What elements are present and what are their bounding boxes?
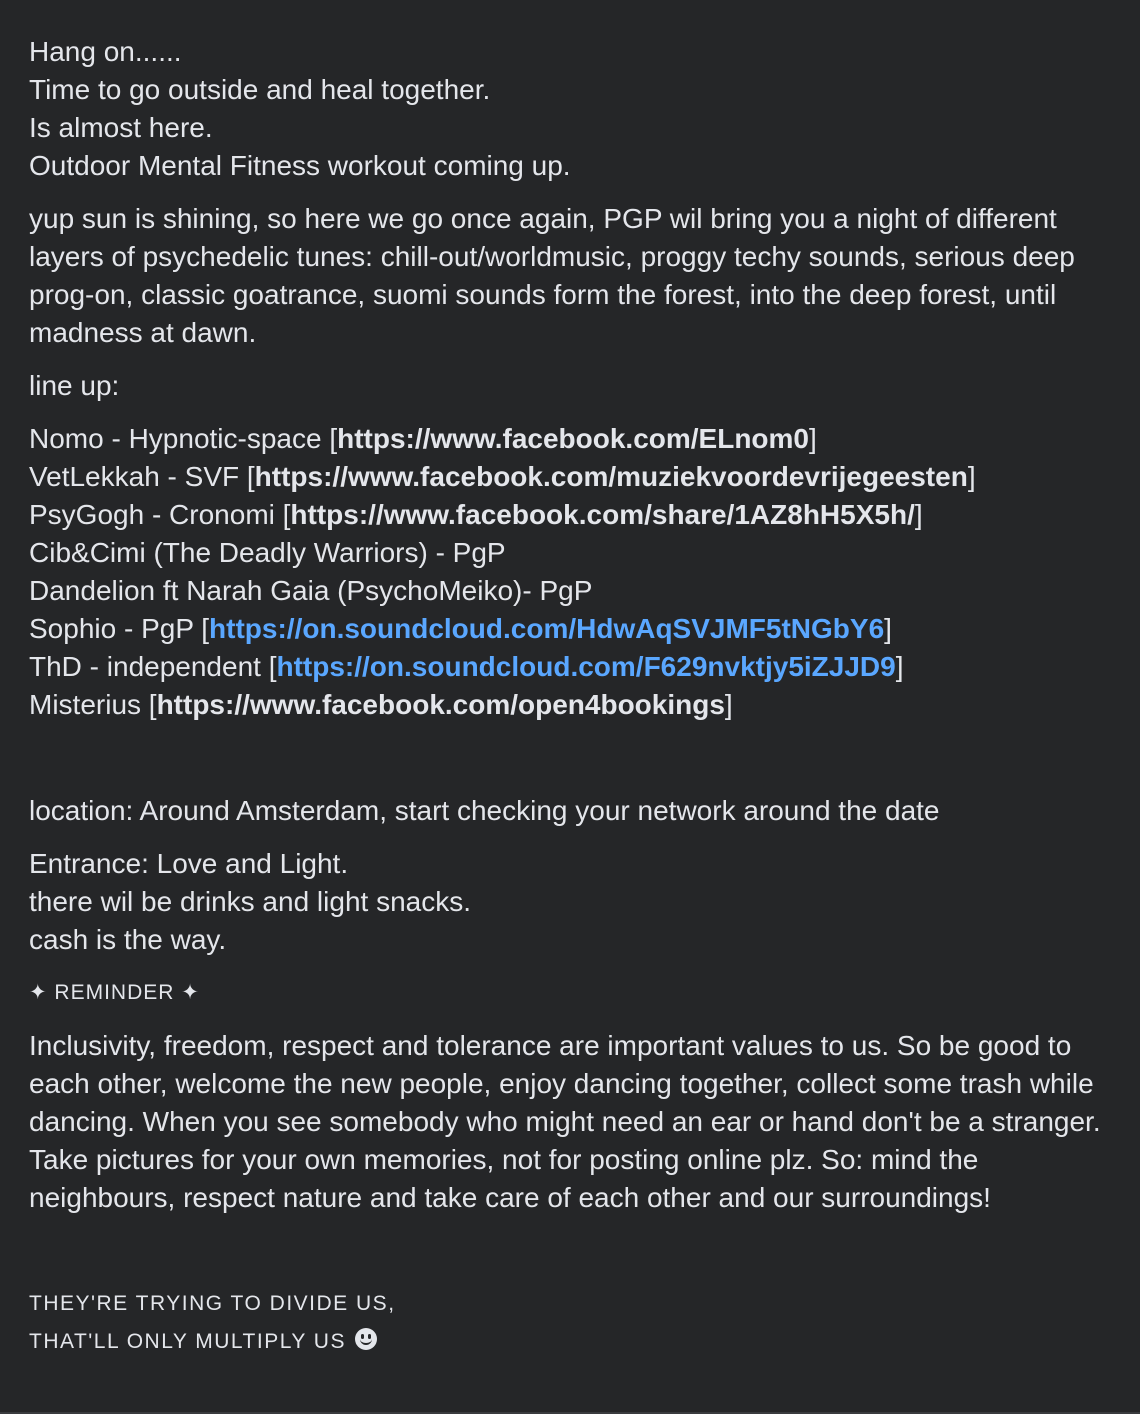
lineup-item <box>29 496 1119 534</box>
intro-line: Time to go outside and heal together. <box>29 74 491 105</box>
lineup-item <box>29 686 1119 724</box>
artist-link[interactable]: https://www.facebook.com/open4bookings <box>156 689 725 720</box>
artist-label: ThD - independent [ <box>29 651 277 682</box>
artist-link[interactable]: https://www.facebook.com/share/1AZ8hH5X5h/ <box>290 499 915 530</box>
intro-line: Outdoor Mental Fitness workout coming up. <box>29 150 571 181</box>
artist-link[interactable]: https://www.facebook.com/muziekvoordevrijegeesten <box>254 461 968 492</box>
lineup-item <box>29 572 1119 610</box>
blank-space <box>29 1232 1119 1285</box>
intro-line: Is almost here. <box>29 112 213 143</box>
blank-space <box>29 739 1119 792</box>
lineup-item <box>29 648 1119 686</box>
artist-label: Misterius [ <box>29 689 157 720</box>
entrance-line: there wil be drinks and light snacks. <box>29 886 471 917</box>
bracket-close: ] <box>884 613 892 644</box>
artist-label: Sophio - PgP [ <box>29 613 210 644</box>
reminder-heading: ✦ REMINDER ✦ <box>29 981 200 1004</box>
bracket-close: ] <box>895 651 904 682</box>
entrance-line: Entrance: Love and Light. <box>29 848 349 879</box>
bracket-close: ] <box>724 689 733 720</box>
lineup-item <box>29 420 1119 458</box>
lineup-heading: line up: <box>29 370 120 401</box>
soundcloud-link[interactable]: https://on.soundcloud.com/F629nvktjy5iZJJD9 <box>276 651 896 682</box>
description-paragraph: yup sun is shining, so here we go once again, PGP wil bring you a night of different layers of psychedelic tunes: chill-out/worldmusic, proggy techy sounds, serious deep prog-on, classic goatrance, suomi sounds form the forest, into the deep forest, until madness at dawn. <box>29 203 1075 348</box>
lineup-list <box>29 420 1119 724</box>
artist-label: Nomo - Hypnotic-space [ <box>29 423 338 454</box>
lineup-item <box>29 610 1119 648</box>
smiley-face-icon <box>355 1328 377 1350</box>
artist-label: Cib&Cimi (The Deadly Warriors) - PgP <box>29 537 506 568</box>
intro-line: Hang on...... <box>29 36 182 67</box>
closing-text: THAT'LL ONLY MULTIPLY US <box>29 1330 346 1353</box>
artist-link[interactable]: https://www.facebook.com/ELnom0 <box>337 423 810 454</box>
location-line: location: Around Amsterdam, start checking your network around the date <box>29 795 940 826</box>
artist-label: VetLekkah - SVF [ <box>29 461 255 492</box>
bracket-close: ] <box>809 423 817 454</box>
lineup-item <box>29 458 1119 496</box>
entrance-line: cash is the way. <box>29 924 227 955</box>
artist-label: PsyGogh - Cronomi [ <box>29 499 291 530</box>
closing-block <box>29 1285 1119 1361</box>
entrance-block <box>29 845 1119 959</box>
reminder-paragraph: Inclusivity, freedom, respect and tolerance are important values to us. So be good to each other, welcome the new people, enjoy dancing together, collect some trash while dancing. When you see somebody who might need an ear or hand don't be a stranger. Take pictures for your own memories, not for posting online plz. So: mind the neighbours, respect nature and take care of each other and our surroundings! <box>29 1030 1101 1213</box>
event-description <box>29 33 1119 1361</box>
bracket-close: ] <box>967 461 976 492</box>
soundcloud-link[interactable]: https://on.soundcloud.com/HdwAqSVJMF5tNGbY6 <box>209 613 885 644</box>
bracket-close: ] <box>914 499 923 530</box>
lineup-item <box>29 534 1119 572</box>
closing-line <box>29 1323 1119 1361</box>
artist-label: Dandelion ft Narah Gaia (PsychoMeiko)- PgP <box>29 575 593 606</box>
intro-block <box>29 33 1119 185</box>
closing-line: THEY'RE TRYING TO DIVIDE US, <box>29 1292 396 1315</box>
